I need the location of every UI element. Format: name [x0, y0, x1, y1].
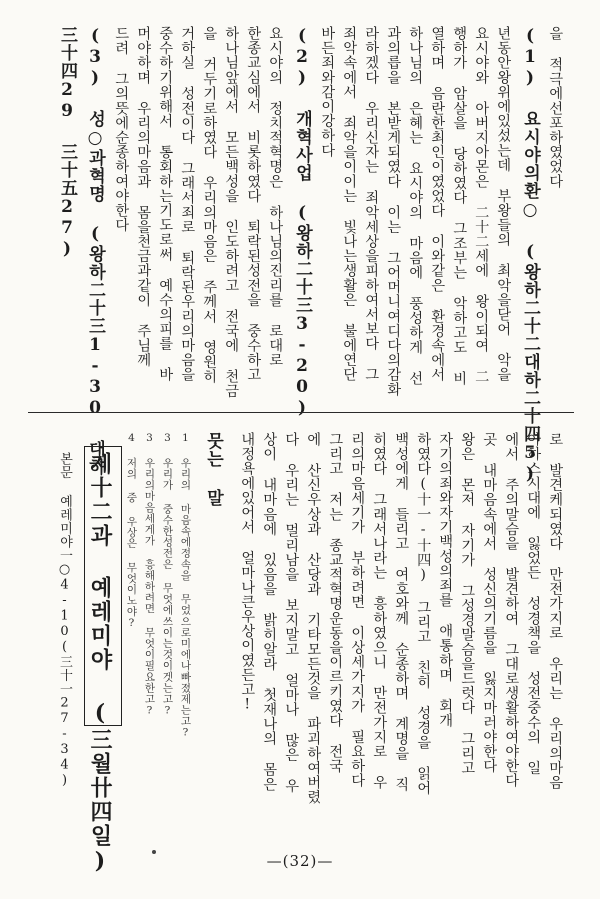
- section-heading: (2) 개혁사업 (왕하二十三3-20): [292, 26, 312, 419]
- text-column: 한종교심에서 비롯하였다 퇴락된성전을 중수하고: [245, 26, 262, 382]
- text-column: 라하겠다 우리신자는 죄악세상을피하여서보다 그: [363, 26, 380, 382]
- text-column: 내정욕에있어서 얼마나큰우상이였든고!: [239, 432, 256, 713]
- text-column: 아하스시대에 잃었든 성경책을 성전중수의 일: [525, 432, 542, 775]
- text-column: 리의마음세기가 부하려면 이상세가지가 필요하다: [349, 432, 366, 788]
- text-column: 하나님앞에서 모든백성을 인도하려고 전국에 천금: [223, 26, 240, 399]
- text-column: 열하며 음란한최인이였었다 이와같은 환경속에서: [429, 26, 446, 382]
- text-column: 요시야의 정치적혁명은 하나님의진리를 로대로: [267, 26, 284, 368]
- questions-heading: 뭇는 말: [203, 432, 223, 507]
- question-item: 3 우리의마음세게가 흥해하려면 무엇이필요한고?: [143, 432, 156, 717]
- text-column: 행하가 암살을 당하였다 그조부는 악하고도 비: [451, 26, 468, 386]
- text-column: 그리고 저는 종교적혁명운동을이르키였다 전국: [327, 432, 344, 774]
- text-column: 백성에게 들리고 여호와께 순종하며 계명을 직: [393, 432, 410, 792]
- text-column: 왕은 몬저 자기가 그성경말슴을드럿다 그리고: [459, 432, 476, 775]
- text-column: 을 거두기로하였다 우리의마음은 주께서 영원히: [201, 26, 218, 384]
- text-column: 거하실 성전이다 그래서죄로 퇴락된우리의마음을: [179, 26, 196, 382]
- text-column: 머야하며 우리의마음과 몸을천금과같이 주님께: [135, 26, 152, 368]
- section-heading: 三十四29 三十五27): [57, 26, 77, 260]
- text-column: 요시야와 아버지아몬은 二十二세에 왕이되여 二: [473, 26, 490, 384]
- text-column: 드려 그의뜻에순종하여야한다: [113, 26, 130, 233]
- text-column: 과의릅을 본받게되였다 이는 그어머니여디다의감화: [385, 26, 402, 397]
- text-column: 히였다 그래서나라는 흥하였으니 만전가지로 우: [371, 432, 388, 790]
- question-item: 3 우리가 중수한성전은 무엇에쓰이는것이겟는고?: [161, 432, 174, 717]
- section-divider: [28, 412, 574, 413]
- text-column: 죄악속에서 죄악을이이는 빛나는생활은 불에연단: [341, 26, 358, 382]
- text-column: 하나님의 은혜는 요시야의 마음에 풍성하게 선: [407, 26, 424, 386]
- section-heading: (3) 성○과혁명 (왕하二十三1-30 대하: [85, 26, 105, 476]
- text-column: 상이 내마음에 있음을 밝히알라 첫재나의 몸은: [261, 432, 278, 792]
- text-column: 에서 주의말슴을 발견하여 그대로생활하여야한다: [503, 432, 520, 788]
- text-column: 년동안왕위에있섰는데 부왕들의 최악을닫어 악을: [495, 26, 512, 382]
- question-item: 4 저의 중 우상은 무엇이노야?: [125, 432, 138, 630]
- text-column: 중수하기위해서 통회하는기도로써 예수의피를 바: [157, 26, 174, 382]
- text-column: 곳 내마음속에서 성신의기름을 잃지마러야한다: [481, 432, 498, 774]
- text-column: 바든죄와감이강하다: [319, 26, 336, 158]
- text-column: 에 산신우상과 산당과 기타모든것을 파괴하여버렸: [305, 432, 322, 805]
- text-column: 다 우리는 멀리남을 보지말고 얼마나 많은 우: [283, 432, 300, 794]
- scripture-reference: 본문 예레미야一○4-10(三十一27-34): [57, 452, 72, 789]
- page-number: —(32)—: [266, 852, 334, 870]
- text-column: 자기의죄와자기백성의죄를 애통하며 회개: [437, 432, 454, 728]
- text-column: 하였다(十一-十四) 그리고 친히 성경을 읽어: [415, 432, 432, 795]
- section-heading: (1) 요시야의환○ (왕하二十二대하二十四5): [520, 26, 540, 485]
- text-column: 을 적극에선포하였었다: [547, 26, 564, 189]
- text-column: 로 발견케되였다 만전가지로 우리는 우리의마음: [547, 432, 564, 790]
- chapter-title: 제十二과 예레미야 (三월卄四일): [87, 452, 113, 876]
- question-item: 1 우리의 마음속에정속을 무었으로미에나빠졌제는고?: [179, 432, 192, 740]
